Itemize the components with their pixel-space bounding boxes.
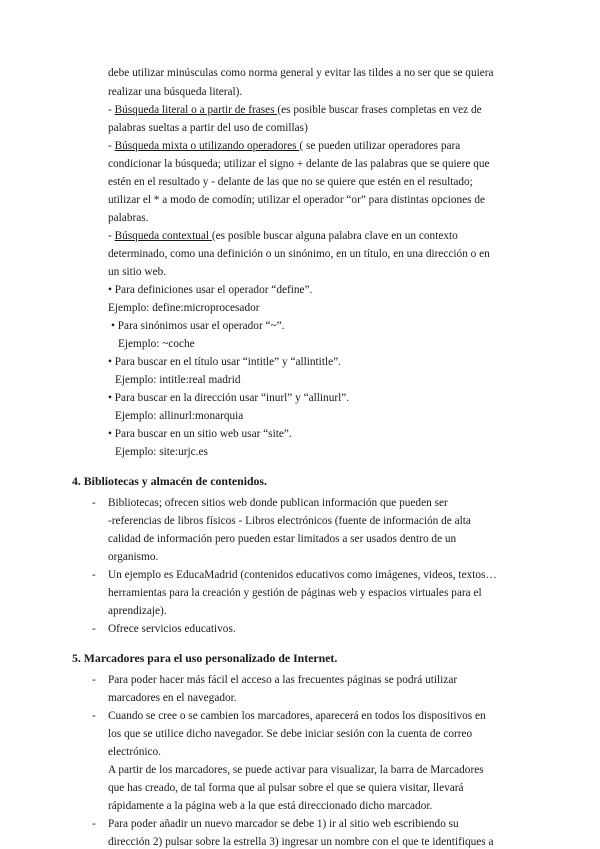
operator-example: Ejemplo: allinurl:monarquia bbox=[115, 410, 244, 422]
intro-line: debe utilizar minúsculas como norma general y evitar las tildes a no ser que se quiera bbox=[108, 67, 494, 79]
search-type-term: Búsqueda contextual bbox=[114, 230, 212, 242]
list-dash: - bbox=[92, 623, 96, 635]
list-item-line: Ofrece servicios educativos. bbox=[108, 623, 236, 635]
list-item-line: Bibliotecas; ofrecen sitios web donde publican información que pueden ser bbox=[108, 497, 448, 509]
list-dash: - bbox=[92, 497, 96, 509]
search-type-contextual: - Búsqueda contextual (es posible buscar alguna palabra clave en un contexto bbox=[108, 230, 458, 242]
list-item-line: aprendizaje). bbox=[108, 605, 167, 617]
list-item-line: Un ejemplo es EducaMadrid (contenidos educativos como imágenes, videos, textos… bbox=[108, 569, 497, 581]
list-item-line: rápidamente a la página web a la que está direccionado dicho marcador. bbox=[108, 800, 433, 812]
search-type-line: determinado, como una definición o un sinónimo, en un título, en una dirección o en bbox=[108, 248, 490, 260]
list-dash: - bbox=[92, 710, 96, 722]
operator-example: Ejemplo: define:microprocesador bbox=[108, 302, 260, 314]
list-item-line: Cuando se cree o se cambien los marcadores, aparecerá en todos los dispositivos en bbox=[108, 710, 486, 722]
operator-bullet: • Para definiciones usar el operador “define”. bbox=[108, 284, 313, 296]
search-type-mixed: - Búsqueda mixta o utilizando operadores ( se pueden utilizar operadores para bbox=[108, 140, 461, 152]
list-dash: - bbox=[92, 818, 96, 830]
search-type-line: un sitio web. bbox=[108, 266, 167, 278]
search-type-term: Búsqueda mixta o utilizando operadores bbox=[114, 140, 300, 152]
list-item-line: electrónico. bbox=[108, 746, 162, 758]
list-item-line: Para poder hacer más fácil el acceso a las frecuentes páginas se podrá utilizar bbox=[108, 674, 458, 686]
list-item-line: -referencias de libros físicos - Libros electrónicos (fuente de información de alta bbox=[108, 515, 471, 527]
list-item-line: marcadores en el navegador. bbox=[108, 692, 237, 704]
operator-bullet: • Para sinónimos usar el operador “~”. bbox=[111, 320, 285, 332]
operator-bullet: • Para buscar en la dirección usar “inurl” y “allinurl”. bbox=[108, 392, 350, 404]
search-type-line: condicionar la búsqueda; utilizar el signo + delante de las palabras que se quiere que bbox=[108, 158, 490, 170]
intro-line: realizar una búsqueda literal). bbox=[108, 86, 243, 98]
section-heading: 5. Marcadores para el uso personalizado de Internet. bbox=[72, 651, 338, 665]
list-dash: - bbox=[92, 674, 96, 686]
search-type-line: estén en el resultado y - delante de las que no se quiere que estén en el resultado; bbox=[108, 176, 473, 188]
operator-bullet: • Para buscar en el título usar “intitle” y “allintitle”. bbox=[108, 356, 341, 368]
list-item-line: organismo. bbox=[108, 551, 159, 563]
search-type-term: Búsqueda literal o a partir de frases bbox=[114, 104, 278, 116]
list-item-line: que has creado, de tal forma que al pulsar sobre el que se quiera visitar, llevará bbox=[108, 782, 464, 794]
list-dash: - bbox=[92, 569, 96, 581]
list-item-line: dirección 2) pulsar sobre la estrella 3) ingresar un nombre con el que te identifiques a bbox=[108, 836, 494, 848]
search-type-line: palabras sueltas a partir del uso de comillas) bbox=[108, 122, 308, 134]
search-type-literal: - Búsqueda literal o a partir de frases (es posible buscar frases completas en vez de bbox=[108, 104, 482, 116]
list-item-line: herramientas para la creación y gestión de páginas web y espacios virtuales para el bbox=[108, 587, 482, 599]
operator-example: Ejemplo: intitle:real madrid bbox=[115, 374, 241, 386]
search-type-line: utilizar el * a modo de comodín; utilizar el operador “or” para distintas opciones de bbox=[108, 194, 486, 206]
operator-example: Ejemplo: site:urjc.es bbox=[115, 446, 208, 458]
list-item-line: Para poder añadir un nuevo marcador se debe 1) ir al sitio web escribiendo su bbox=[108, 818, 459, 830]
operator-example: Ejemplo: ~coche bbox=[118, 338, 195, 350]
list-item-line: calidad de información pero pueden estar limitados a ser usados dentro de un bbox=[108, 533, 457, 545]
search-type-line: palabras. bbox=[108, 212, 149, 224]
list-item-line: A partir de los marcadores, se puede activar para visualizar, la barra de Marcadores bbox=[108, 764, 484, 776]
section-heading: 4. Bibliotecas y almacén de contenidos. bbox=[72, 474, 267, 488]
operator-bullet: • Para buscar en un sitio web usar “site”. bbox=[108, 428, 292, 440]
list-item-line: los que se utilice dicho navegador. Se debe iniciar sesión con la cuenta de correo bbox=[108, 728, 473, 740]
